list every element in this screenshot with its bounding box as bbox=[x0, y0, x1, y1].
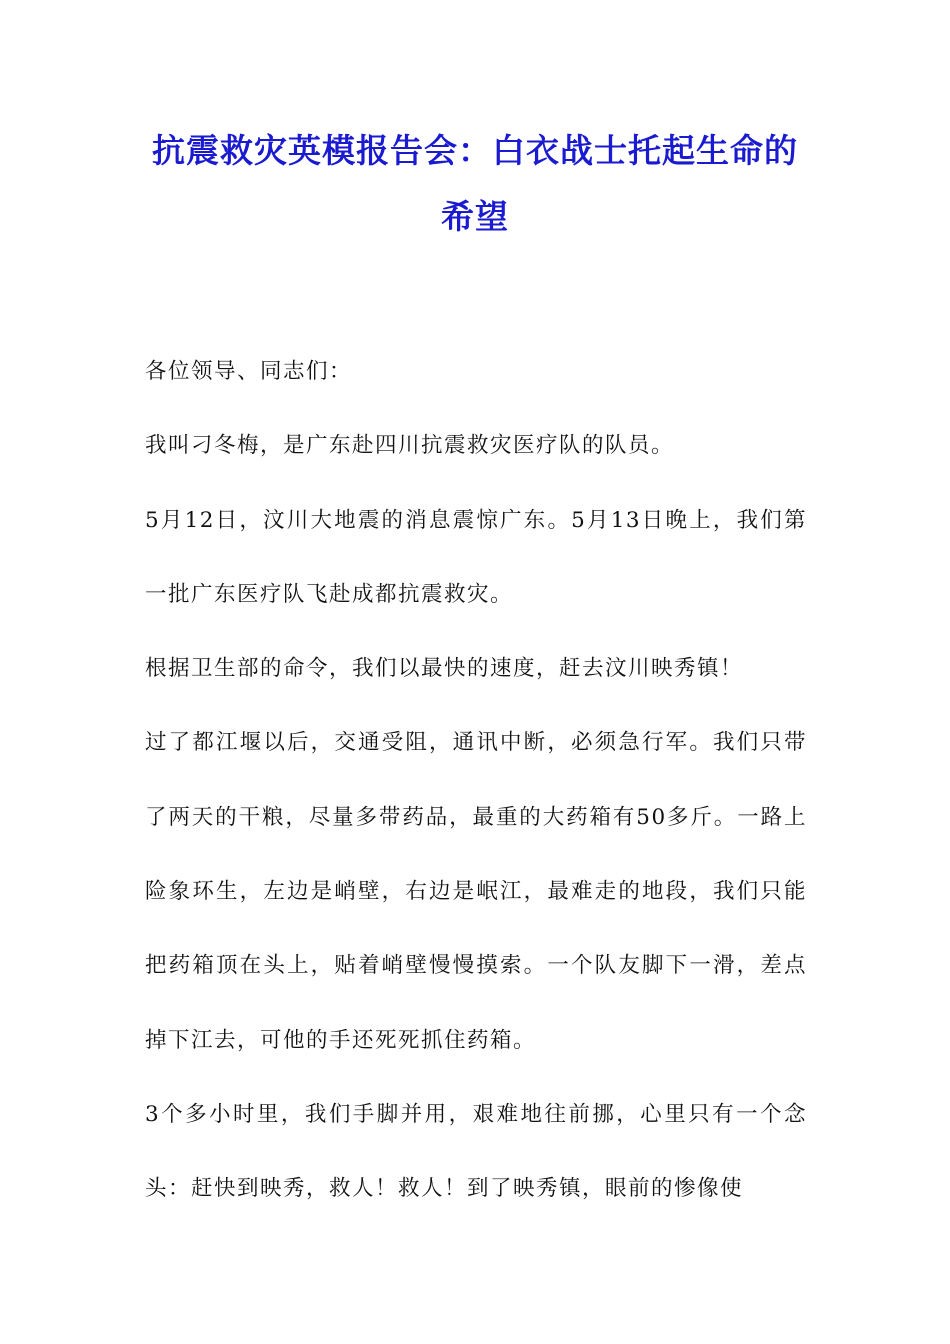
paragraph-introduction: 我叫刁冬梅，是广东赴四川抗震救灾医疗队的队员。 bbox=[145, 433, 675, 459]
paragraph-order: 根据卫生部的命令，我们以最快的速度，赶去汶川映秀镇！ bbox=[145, 656, 744, 682]
paragraph-march: 过了都江堰以后，交通受阻，通讯中断，必须急行军。我们只带了两天的干粮，尽量多带药品，最重的大药箱有50多斤。一路上险象环生，左边是峭壁，右边是岷江，最难走的地段，我们只能把药箱顶在头上，贴着峭壁慢慢摸索。一个队友脚下一滑，差点掉下江去，可他的手还死死抓住药箱。 bbox=[145, 730, 807, 1053]
document-title: 抗震救灾英模报告会：白衣战士托起生命的希望 bbox=[152, 131, 798, 236]
paragraph-earthquake-news: 5月12日，汶川大地震的消息震惊广东。5月13日晚上，我们第一批广东医疗队飞赴成都抗震救灾。 bbox=[145, 507, 807, 607]
document-body bbox=[145, 335, 807, 1227]
paragraph-arrival: 3个多小时里，我们手脚并用，艰难地往前挪，心里只有一个念头：赶快到映秀，救人！救人！到了映秀镇，眼前的惨像使 bbox=[145, 1101, 807, 1202]
paragraph-salutation: 各位领导、同志们： bbox=[145, 359, 353, 384]
